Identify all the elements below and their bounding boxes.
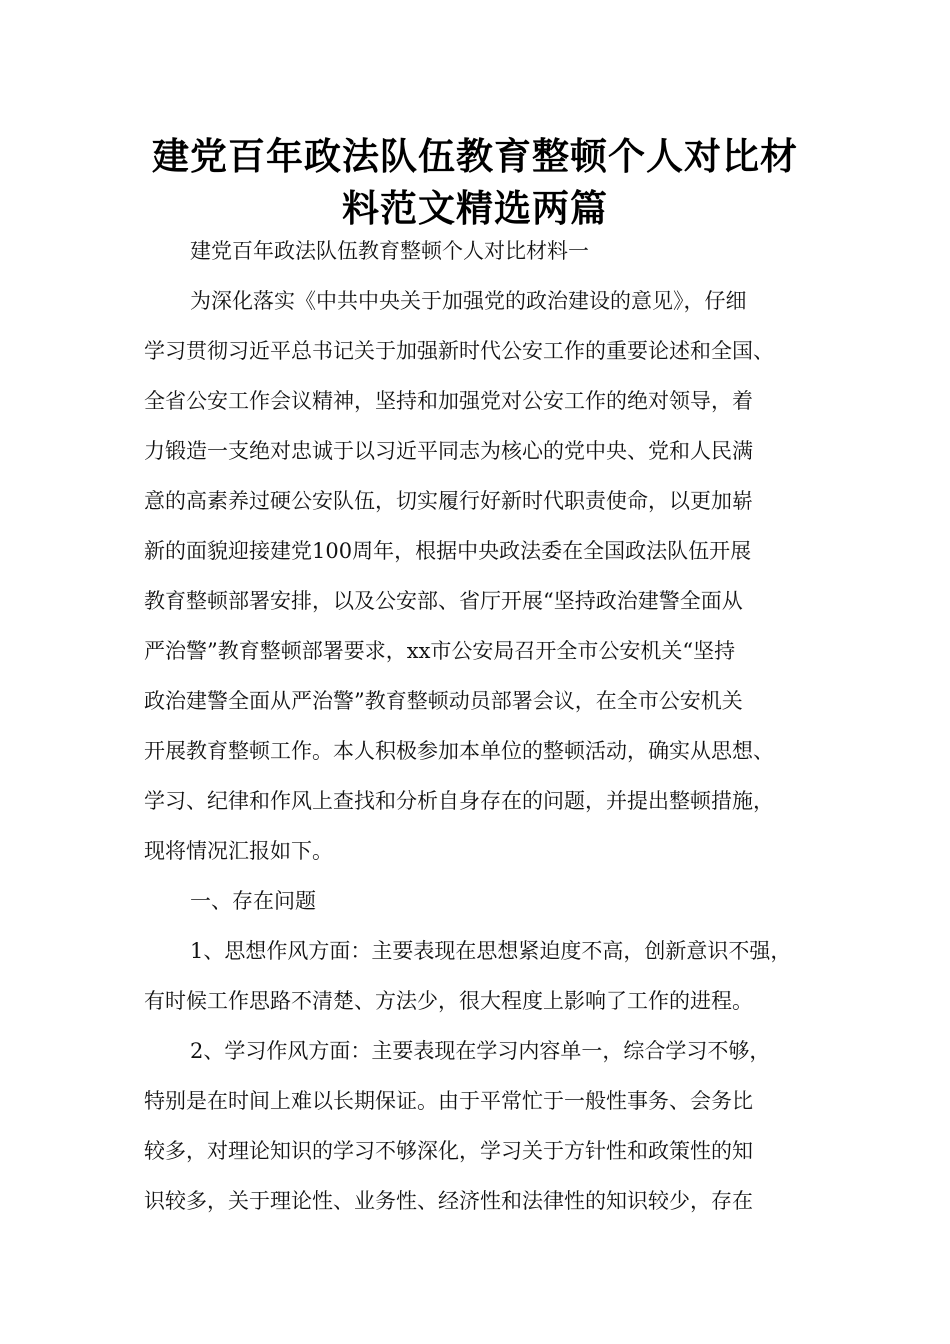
- document-title-line-1: 建党百年政法队伍教育整顿个人对比材: [152, 135, 798, 178]
- paragraph-line: 政治建警全面从严治警”教育整顿动员部署会议，在全市公安机关: [144, 689, 743, 713]
- section-heading: 一、存在问题: [190, 889, 316, 913]
- paragraph-line: 学习、纪律和作风上查找和分析自身存在的问题，并提出整顿措施，: [144, 789, 774, 813]
- paragraph-line: 有时候工作思路不清楚、方法少，很大程度上影响了工作的进程。: [144, 989, 753, 1013]
- paragraph-line: 较多，对理论知识的学习不够深化，学习关于方针性和政策性的知: [144, 1139, 753, 1163]
- paragraph-line: 开展教育整顿工作。本人积极参加本单位的整顿活动，确实从思想、: [144, 739, 774, 763]
- paragraph-line: 为深化落实《中共中央关于加强党的政治建设的意见》，仔细: [190, 289, 747, 313]
- paragraph-line: 意的高素养过硬公安队伍，切实履行好新时代职责使命，以更加崭: [144, 489, 753, 513]
- paragraph-line: 识较多，关于理论性、业务性、经济性和法律性的知识较少，存在: [144, 1189, 753, 1213]
- paragraph-line: 力锻造一支绝对忠诚于以习近平同志为核心的党中央、党和人民满: [144, 439, 753, 463]
- subtitle-material-one: 建党百年政法队伍教育整顿个人对比材料一: [190, 239, 589, 263]
- document-title-line-2: 料范文精选两篇: [342, 187, 608, 230]
- paragraph-line: 教育整顿部署安排，以及公安部、省厅开展“坚持政治建警全面从: [144, 589, 743, 613]
- paragraph-line: 1、思想作风方面：主要表现在思想紧迫度不高，创新意识不强，: [190, 939, 792, 963]
- paragraph-line: 全省公安工作会议精神，坚持和加强党对公安工作的绝对领导，着: [144, 389, 753, 413]
- paragraph-line: 新的面貌迎接建党100周年，根据中央政法委在全国政法队伍开展: [144, 539, 752, 563]
- paragraph-line: 现将情况汇报如下。: [144, 839, 333, 863]
- paragraph-line: 2、学习作风方面：主要表现在学习内容单一，综合学习不够，: [190, 1039, 771, 1063]
- paragraph-line: 学习贯彻习近平总书记关于加强新时代公安工作的重要论述和全国、: [144, 339, 774, 363]
- paragraph-line: 严治警”教育整顿部署要求，xx市公安局召开全市公安机关“坚持: [144, 639, 736, 663]
- paragraph-line: 特别是在时间上难以长期保证。由于平常忙于一般性事务、会务比: [144, 1089, 753, 1113]
